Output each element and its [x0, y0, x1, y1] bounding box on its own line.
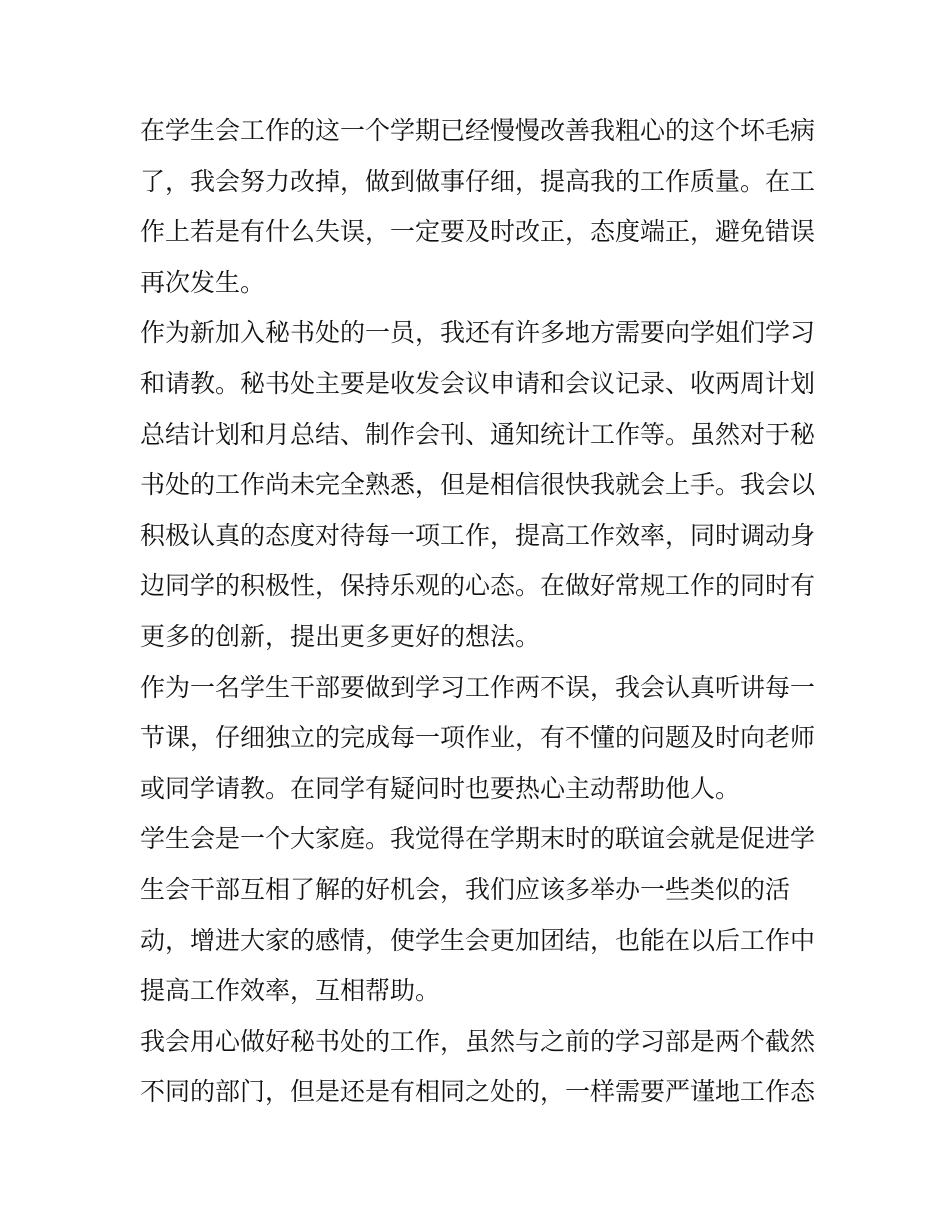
text-line: 或同学请教。在同学有疑问时也要热心主动帮助他人。: [140, 773, 741, 803]
paragraph-2: [140, 308, 820, 662]
text-line: 和请教。秘书处主要是收发会议申请和会议记录、收两周计划: [140, 368, 816, 398]
text-line: 节课，仔细独立的完成每一项作业，有不懂的问题及时向老师: [140, 723, 816, 753]
text-line: 积极认真的态度对待每一项工作，提高工作效率，同时调动身: [140, 520, 816, 550]
text-line: 生会干部互相了解的好机会，我们应该多举办一些类似的活: [140, 874, 791, 904]
document-body: [140, 106, 820, 1118]
text-line: 了，我会努力改掉，做到做事仔细，提高我的工作质量。在工: [140, 166, 816, 196]
text-line: 作为一名学生干部要做到学习工作两不误，我会认真听讲每一: [140, 672, 816, 702]
text-line: 我会用心做好秘书处的工作，虽然与之前的学习部是两个截然: [140, 1026, 816, 1056]
text-line: 在学生会工作的这一个学期已经慢慢改善我粗心的这个坏毛病: [140, 116, 816, 145]
paragraph-3: [140, 663, 820, 815]
text-line: 再次发生。: [140, 267, 266, 297]
text-line: 提高工作效率，互相帮助。: [140, 976, 441, 1006]
text-line: 动，增进大家的感情，使学生会更加团结，也能在以后工作中: [140, 925, 816, 955]
text-line: 作上若是有什么失误，一定要及时改正，态度端正，避免错误: [140, 217, 816, 247]
paragraph-5: [140, 1017, 820, 1118]
text-line: 总结计划和月总结、制作会刊、通知统计工作等。虽然对于秘: [140, 419, 816, 449]
text-line: 学生会是一个大家庭。我觉得在学期末时的联谊会就是促进学: [140, 824, 816, 854]
text-line: 书处的工作尚未完全熟悉，但是相信很快我就会上手。我会以: [140, 470, 816, 500]
text-line: 作为新加入秘书处的一员，我还有许多地方需要向学姐们学习: [140, 318, 816, 348]
paragraph-1: [140, 106, 820, 308]
text-line: 更多的创新，提出更多更好的想法。: [140, 621, 541, 651]
text-line: 不同的部门，但是还是有相同之处的，一样需要严谨地工作态: [140, 1077, 816, 1107]
text-line: 边同学的积极性，保持乐观的心态。在做好常规工作的同时有: [140, 571, 816, 601]
paragraph-4: [140, 814, 820, 1016]
